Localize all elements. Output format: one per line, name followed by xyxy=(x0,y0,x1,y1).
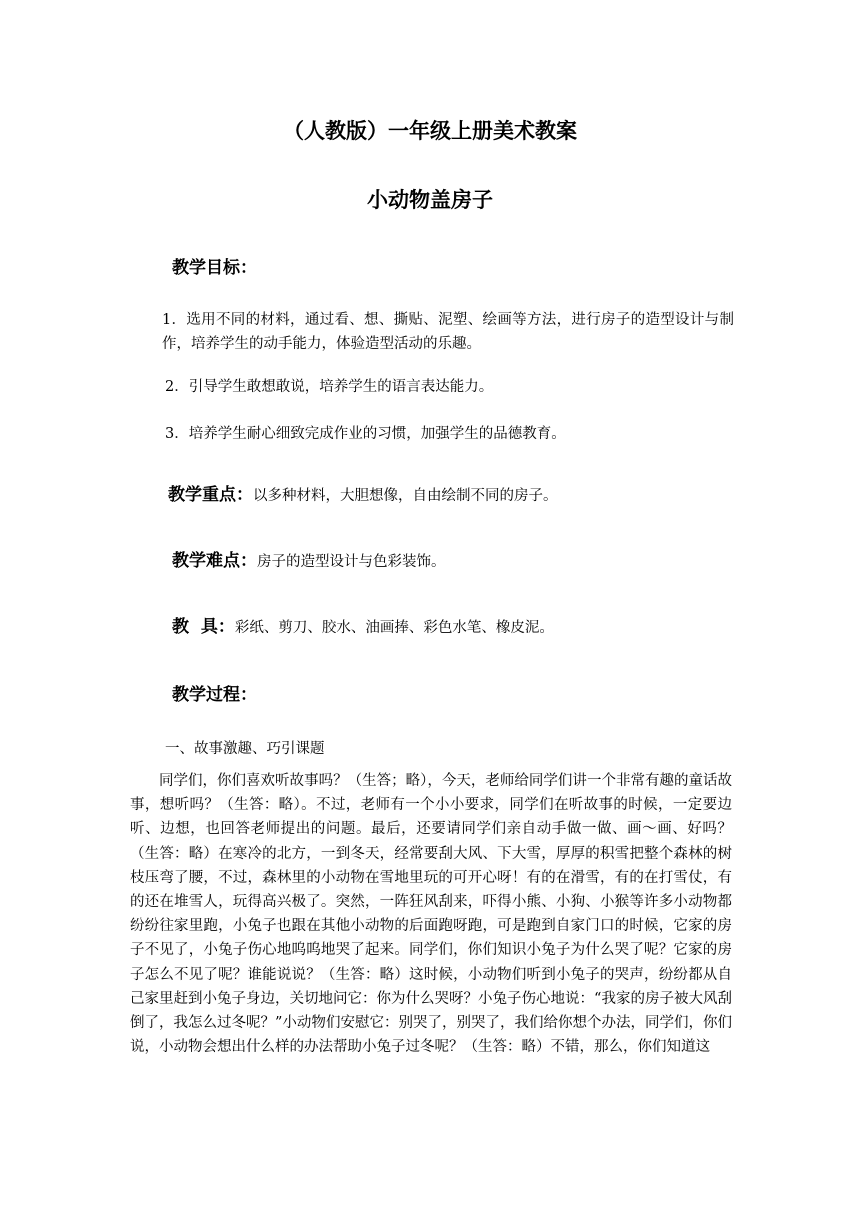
difficulty-text: 房子的造型设计与色彩装饰。 xyxy=(257,554,446,570)
difficulty-label: 教学难点： xyxy=(172,551,257,571)
section-1-title: 一、故事激趣、巧引课题 xyxy=(165,741,325,757)
objective-item-2: 2．引导学生敢想敢说，培养学生的语言表达能力。 xyxy=(165,379,494,395)
key-point-line xyxy=(168,480,558,505)
section-1-paragraph: 同学们，你们喜欢听故事吗？（生答；略），今天，老师给同学们讲一个非常有趣的童话故事，想听吗？（生答：略）。不过，老师有一个小小要求，同学们在听故事的时候，一定要边听、边想，也回答老师提出的问题。最后，还要请同学们亲自动手做一做、画～画、好吗？（生答：略）在寒冷的北方，一到冬天，经常要刮大风、下大雪，厚厚的积雪把整个森林的树枝压弯了腰，不过，森林里的小动物在雪地里玩的可开心呀！有的在滑雪，有的在打雪仗，有的还在堆雪人，玩得高兴极了。突然，一阵狂风刮来，吓得小熊、小狗、小猴等许多小动物都纷纷往家里跑，小兔子也跟在其他小动物的后面跑呀跑，可是跑到自家门口的时候，它家的房子不见了，小兔子伤心地呜呜地哭了起来。同学们，你们知识小兔子为什么哭了呢？它家的房子怎么不见了呢？谁能说说？（生答：略）这时候，小动物们听到小兔子的哭声，纷纷都从自己家里赶到小兔子身边，关切地问它：你为什么哭呀？小兔子伤心地说：“我家的房子被大风刮倒了，我怎么过冬呢？”小动物们安慰它：别哭了，别哭了，我们给你想个办法，同学们，你们说，小动物会想出什么样的办法帮助小兔子过冬呢？（生答：略）不错，那么，你们知道这 xyxy=(130,773,732,1056)
key-point-label: 教学重点： xyxy=(168,485,253,505)
objective-item-1: 1．选用不同的材料，通过看、想、撕贴、泥塑、绘画等方法，进行房子的造型设计与制作，培养学生的动手能力，体验造型活动的乐趣。 xyxy=(162,312,734,352)
document-title: （人教版）一年级上册美术教案 xyxy=(283,118,577,143)
objective-item-3: 3．培养学生耐心细致完成作业的习惯，加强学生的品德教育。 xyxy=(165,426,566,442)
lesson-title: 小动物盖房子 xyxy=(367,187,493,212)
process-heading: 教学过程： xyxy=(172,685,257,705)
key-point-text: 以多种材料，大胆想像，自由绘制不同的房子。 xyxy=(253,488,558,504)
objectives-heading: 教学目标： xyxy=(172,258,257,278)
tools-line xyxy=(172,612,554,637)
tools-label: 教 具： xyxy=(172,617,235,637)
tools-text: 彩纸、剪刀、胶水、油画捧、彩色水笔、橡皮泥。 xyxy=(234,620,554,636)
difficulty-line xyxy=(172,546,446,571)
